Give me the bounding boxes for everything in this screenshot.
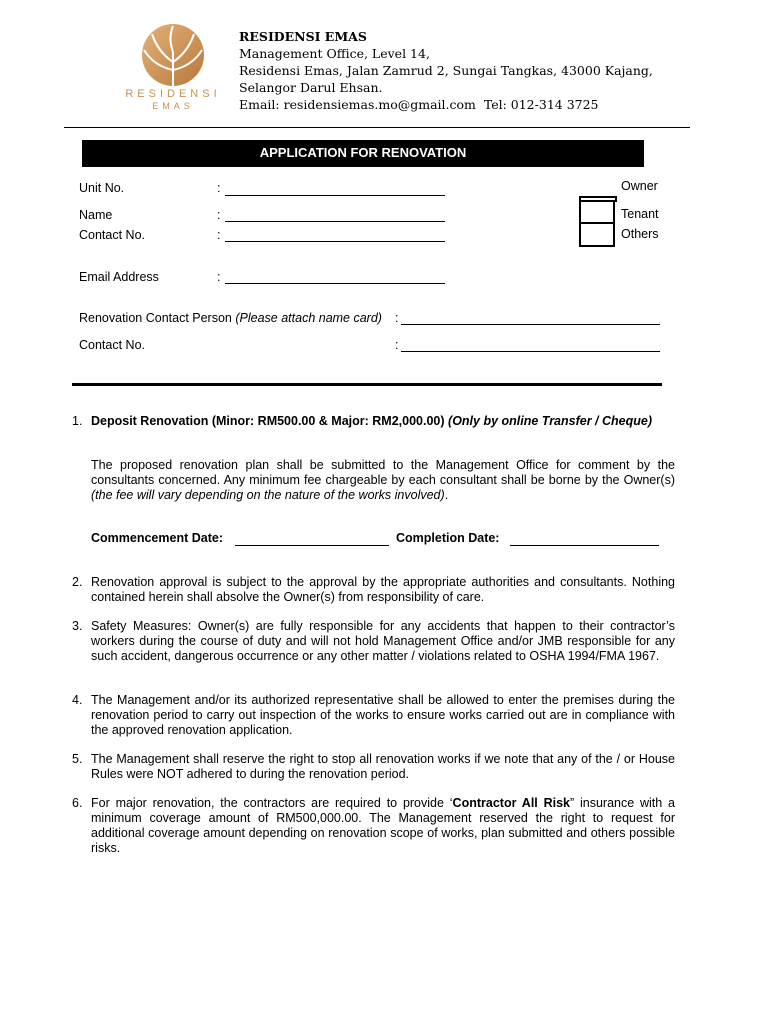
- item-1-paragraph: The proposed renovation plan shall be submitted to the Management Office for comment by the consultants concerned. Any minimum fee chargeable by each consultant shall be borne by the Owner(s): [91, 458, 675, 487]
- email-field[interactable]: [225, 271, 445, 284]
- item-1-title: Deposit Renovation (Minor: RM500.00 & Major: RM2,000.00): [91, 414, 445, 428]
- logo-word2: EMAS: [152, 101, 194, 111]
- item-1-number: 1.: [72, 414, 83, 428]
- unit-no-field[interactable]: [225, 183, 445, 196]
- contact-no-label: Contact No.: [79, 228, 146, 242]
- completion-field[interactable]: [510, 533, 659, 546]
- address-line-3: Selangor Darul Ehsan.: [239, 80, 383, 95]
- item-3-number: 3.: [72, 619, 83, 633]
- address-line-1: Management Office, Level 14,: [239, 46, 430, 61]
- contact-no-colon: :: [217, 228, 221, 242]
- item-1-title-note: (Only by online Transfer / Cheque): [448, 414, 652, 428]
- reno-contact-note: (Please attach name card): [235, 311, 382, 325]
- name-colon: :: [217, 208, 221, 222]
- name-field[interactable]: [225, 209, 445, 222]
- item-4-text: The Management and/or its authorized representative shall be allowed to enter the premises during the renovation period to carry out inspection of the works to ensure works carried out are in compliance with the approved renovation application.: [91, 693, 675, 737]
- reno-contact-no-field[interactable]: [401, 339, 660, 352]
- banner-title: APPLICATION FOR RENOVATION: [259, 145, 467, 160]
- commencement-field[interactable]: [235, 533, 389, 546]
- item-6-text-b: ” insurance with a minimum coverage amount of RM500,000.00. The Management reserved the right to request for additional coverage amount depending on renovation scope of works, plan submitted and others possible risks.: [91, 796, 675, 855]
- item-5-text: The Management shall reserve the right to stop all renovation works if we note that any of the / or House Rules were NOT adhered to during the renovation period.: [91, 752, 675, 781]
- owner-label: Owner: [621, 179, 658, 193]
- item-6-number: 6.: [72, 796, 83, 810]
- others-checkbox[interactable]: [579, 222, 615, 247]
- item-6-text-a: For major renovation, the contractors are required to provide ‘: [91, 796, 453, 810]
- item-6-bold: Contractor All Risk: [452, 796, 570, 810]
- org-name: RESIDENSI EMAS: [239, 29, 367, 44]
- section-divider: [72, 383, 662, 386]
- commencement-label: Commencement Date:: [91, 531, 223, 545]
- logo-word1: RESIDENSI: [125, 88, 221, 100]
- item-1-paragraph-note: (the fee will vary depending on the nature of the works involved): [91, 488, 445, 502]
- reno-contact-field[interactable]: [401, 312, 660, 325]
- logo: [118, 22, 228, 114]
- item-3-text: Safety Measures: Owner(s) are fully responsible for any accidents that happen to their contractor’s workers during the course of duty and will not hold Management Office and/or JMB responsible for any such accident, dangerous occurrence or any other matter / violations related to OSHA 1994/FMA 1967.: [91, 619, 675, 663]
- tenant-checkbox[interactable]: [579, 200, 615, 224]
- others-label: Others: [621, 227, 659, 241]
- contact-no-field[interactable]: [225, 229, 445, 242]
- reno-contact-no-label: Contact No.: [79, 338, 146, 352]
- header-divider: [64, 127, 690, 128]
- email-colon: :: [217, 270, 221, 284]
- reno-contact-no-colon: :: [395, 338, 399, 352]
- unit-no-colon: :: [217, 181, 221, 195]
- tenant-label: Tenant: [621, 207, 659, 221]
- reno-contact-colon: :: [395, 311, 399, 325]
- title-banner: [82, 140, 644, 167]
- completion-label: Completion Date:: [396, 531, 500, 545]
- unit-no-label: Unit No.: [79, 181, 125, 195]
- item-2-text: Renovation approval is subject to the approval by the appropriate authorities and consultants. Nothing contained herein shall absolve the Owner(s) from responsibility of care.: [91, 575, 675, 604]
- name-label: Name: [79, 208, 113, 222]
- contact-line: Email: residensiemas.mo@gmail.com Tel: 012-314 3725: [239, 97, 599, 112]
- email-label: Email Address: [79, 270, 159, 284]
- logo-emblem-icon: [118, 22, 228, 88]
- item-2-number: 2.: [72, 575, 83, 589]
- item-5-number: 5.: [72, 752, 83, 766]
- item-4-number: 4.: [72, 693, 83, 707]
- address-line-2: Residensi Emas, Jalan Zamrud 2, Sungai Tangkas, 43000 Kajang,: [239, 63, 653, 78]
- reno-contact-label: Renovation Contact Person: [79, 311, 232, 325]
